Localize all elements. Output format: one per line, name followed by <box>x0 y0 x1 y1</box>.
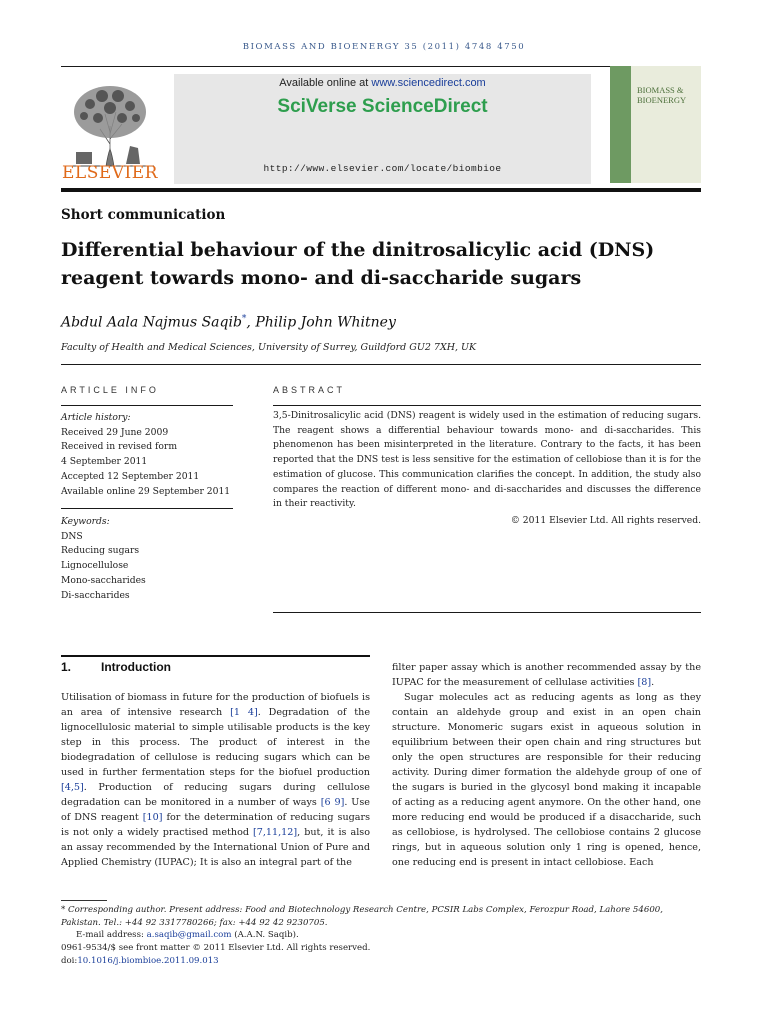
email-label: E-mail address: <box>76 930 147 940</box>
abstract-heading: ABSTRACT <box>273 385 346 395</box>
footnote-mark: * <box>61 905 66 915</box>
author-1: Abdul Aala Najmus Saqib <box>61 314 242 331</box>
history-item: Received in revised form <box>61 441 178 453</box>
keyword-item: DNS <box>61 530 83 542</box>
citation-link[interactable]: [10] <box>142 812 163 823</box>
intro-rule <box>61 655 370 657</box>
citation-link[interactable]: [4,5] <box>61 782 84 793</box>
section-title: Introduction <box>101 660 171 674</box>
keyword-item: Mono-saccharides <box>61 574 146 586</box>
abstract-bottom-rule <box>273 612 701 613</box>
sciencedirect-link[interactable]: www.sciencedirect.com <box>371 77 486 89</box>
top-rule <box>61 66 701 67</box>
abstract-text: 3,5-Dinitrosalicylic acid (DNS) reagent is widely used in the estimation of reducing sugars. The reagent shows a differential behaviour towards mono- and di-saccharides. This phenomenon has been misinterpreted in the literature. Contrary to the facts, it has been reported that the DNS test is less sensitive for the estimation of cellobiose than it is for the estimation of glucose. This communication clarifies the concept. In addition, the study also compares the reaction of different mono- and di-saccharides and discusses the difference in their reactivity. <box>273 410 701 510</box>
doi-line <box>61 955 701 968</box>
history-item: Available online 29 September 2011 <box>61 485 231 497</box>
affiliation: Faculty of Health and Medical Sciences, University of Surrey, Guildford GU2 7XH, UK <box>61 342 477 353</box>
article-info-heading: ARTICLE INFO <box>61 385 159 395</box>
history-item: Received 29 June 2009 <box>61 426 169 438</box>
text-run: . Production of reducing sugars during cellulose degradation can be monitored in a number of ways <box>61 782 370 808</box>
email-suffix: (A.A.N. Saqib). <box>231 930 299 940</box>
article-history <box>61 411 241 499</box>
doi-label: doi: <box>61 956 78 966</box>
keyword-item: Reducing sugars <box>61 545 140 557</box>
intro-paragraph-2: Sugar molecules act as reducing agents as long as they contain an aldehyde group and exist in an open chain structure. Monomeric sugars exist in aqueous solution in equilibrium between their open chain and ring structures but only the open structures are responsible for their reducing activity. During dimer formation the aldehyde group of one of the sugars is buried in the glycosyl bond making it incapable of acting as a reducing agent anymore. On the other hand, one more reducing end would be produced if a disaccharide, such as cellobiose, is hydrolysed. The cellobiose contains 2 glucose rings, but in aqueous solution only 1 ring is opened, hence, one reducing end is present in intact cellobiose. Each <box>392 692 701 868</box>
available-online-text: Available online at <box>279 77 372 89</box>
email-link[interactable]: a.saqib@gmail.com <box>146 930 232 940</box>
doi-link[interactable]: 10.1016/j.biombioe.2011.09.013 <box>77 956 219 966</box>
footnote-rule <box>61 900 107 901</box>
citation-link[interactable]: [6 9] <box>320 797 345 808</box>
cover-title-line-2: BIOENERGY <box>637 95 687 105</box>
author-list <box>61 314 396 331</box>
author-2: , Philip John Whitney <box>246 314 396 331</box>
cover-title-line-1: BIOMASS & <box>637 85 684 95</box>
keywords-rule <box>61 508 233 509</box>
elsevier-wordmark: ELSEVIER <box>62 163 158 183</box>
corresponding-author-footnote <box>61 904 701 930</box>
text-run: . Use of DNS reagent <box>61 797 370 823</box>
text-run: filter paper assay which is another recommended assay by the IUPAC for the measurement of cellulase activities <box>392 662 701 688</box>
journal-cover-title <box>637 85 699 105</box>
journal-reference: BIOMASS AND BIOENERGY 35 (2011) 4748 4750 <box>242 42 526 52</box>
citation-link[interactable]: [8] <box>637 677 652 688</box>
email-footnote <box>76 929 716 942</box>
issn-line: 0961-9534/$ see front matter © 2011 Elsevier Ltd. All rights reserved. <box>61 943 371 953</box>
history-item: 4 September 2011 <box>61 456 148 468</box>
header-thick-rule <box>61 188 701 192</box>
intro-right-column <box>392 660 701 870</box>
citation-link[interactable]: [7,11,12] <box>253 827 298 838</box>
available-online-line <box>174 77 591 89</box>
text-run: for the determination of reducing sugars is not only a widely practised method <box>61 812 370 838</box>
intro-paragraph-1 <box>61 690 370 870</box>
abstract-copyright: © 2011 Elsevier Ltd. All rights reserved. <box>510 515 701 526</box>
article-title: Differential behaviour of the dinitrosalicylic acid (DNS) reagent towards mono- and di-saccharide sugars <box>61 239 655 289</box>
corresponding-author-mark[interactable]: * <box>241 314 247 324</box>
intro-left-column <box>61 690 370 870</box>
history-label: Article history: <box>61 412 131 423</box>
keywords <box>61 515 241 603</box>
affiliation-rule <box>61 364 701 365</box>
text-run: . <box>651 677 655 688</box>
article-type: Short communication <box>61 207 226 223</box>
journal-cover-strip <box>610 66 631 183</box>
section-heading-introduction <box>61 660 171 674</box>
keyword-item: Di-saccharides <box>61 589 130 601</box>
keywords-label: Keywords: <box>61 516 110 527</box>
section-number: 1. <box>61 660 72 674</box>
citation-link[interactable]: [1 4] <box>230 707 258 718</box>
text-run: . Degradation of the lignocellulosic material to simple utilisable products is the key step in this process. The product of interest in the biodegradation of cellulose is reducing sugars which can be used in further fermentation steps for the biofuel production <box>61 707 370 778</box>
footnote-text: Corresponding author. Present address: Food and Biotechnology Research Centre, PCSIR Labs Complex, Ferozpur Road, Lahore 54600, Pakistan. Tel.: +44 92 3317780266; fax: +44 92 42 9230705. <box>61 905 663 928</box>
history-item: Accepted 12 September 2011 <box>61 470 200 482</box>
article-info-rule <box>61 405 233 406</box>
text-run: Utilisation of biomass in future for the production of biofuels is an area of intensive research <box>61 692 370 718</box>
abstract-rule <box>273 405 701 406</box>
sciverse-brand: SciVerse ScienceDirect <box>277 96 488 117</box>
journal-url[interactable]: http://www.elsevier.com/locate/biombioe <box>263 163 502 174</box>
keyword-item: Lignocellulose <box>61 560 129 572</box>
text-run: , but, it is also an assay recommended by the International Union of Pure and Applied Chemistry (IUPAC); It is also an integral part of the <box>61 827 370 868</box>
intro-paragraph-continued <box>392 660 701 690</box>
